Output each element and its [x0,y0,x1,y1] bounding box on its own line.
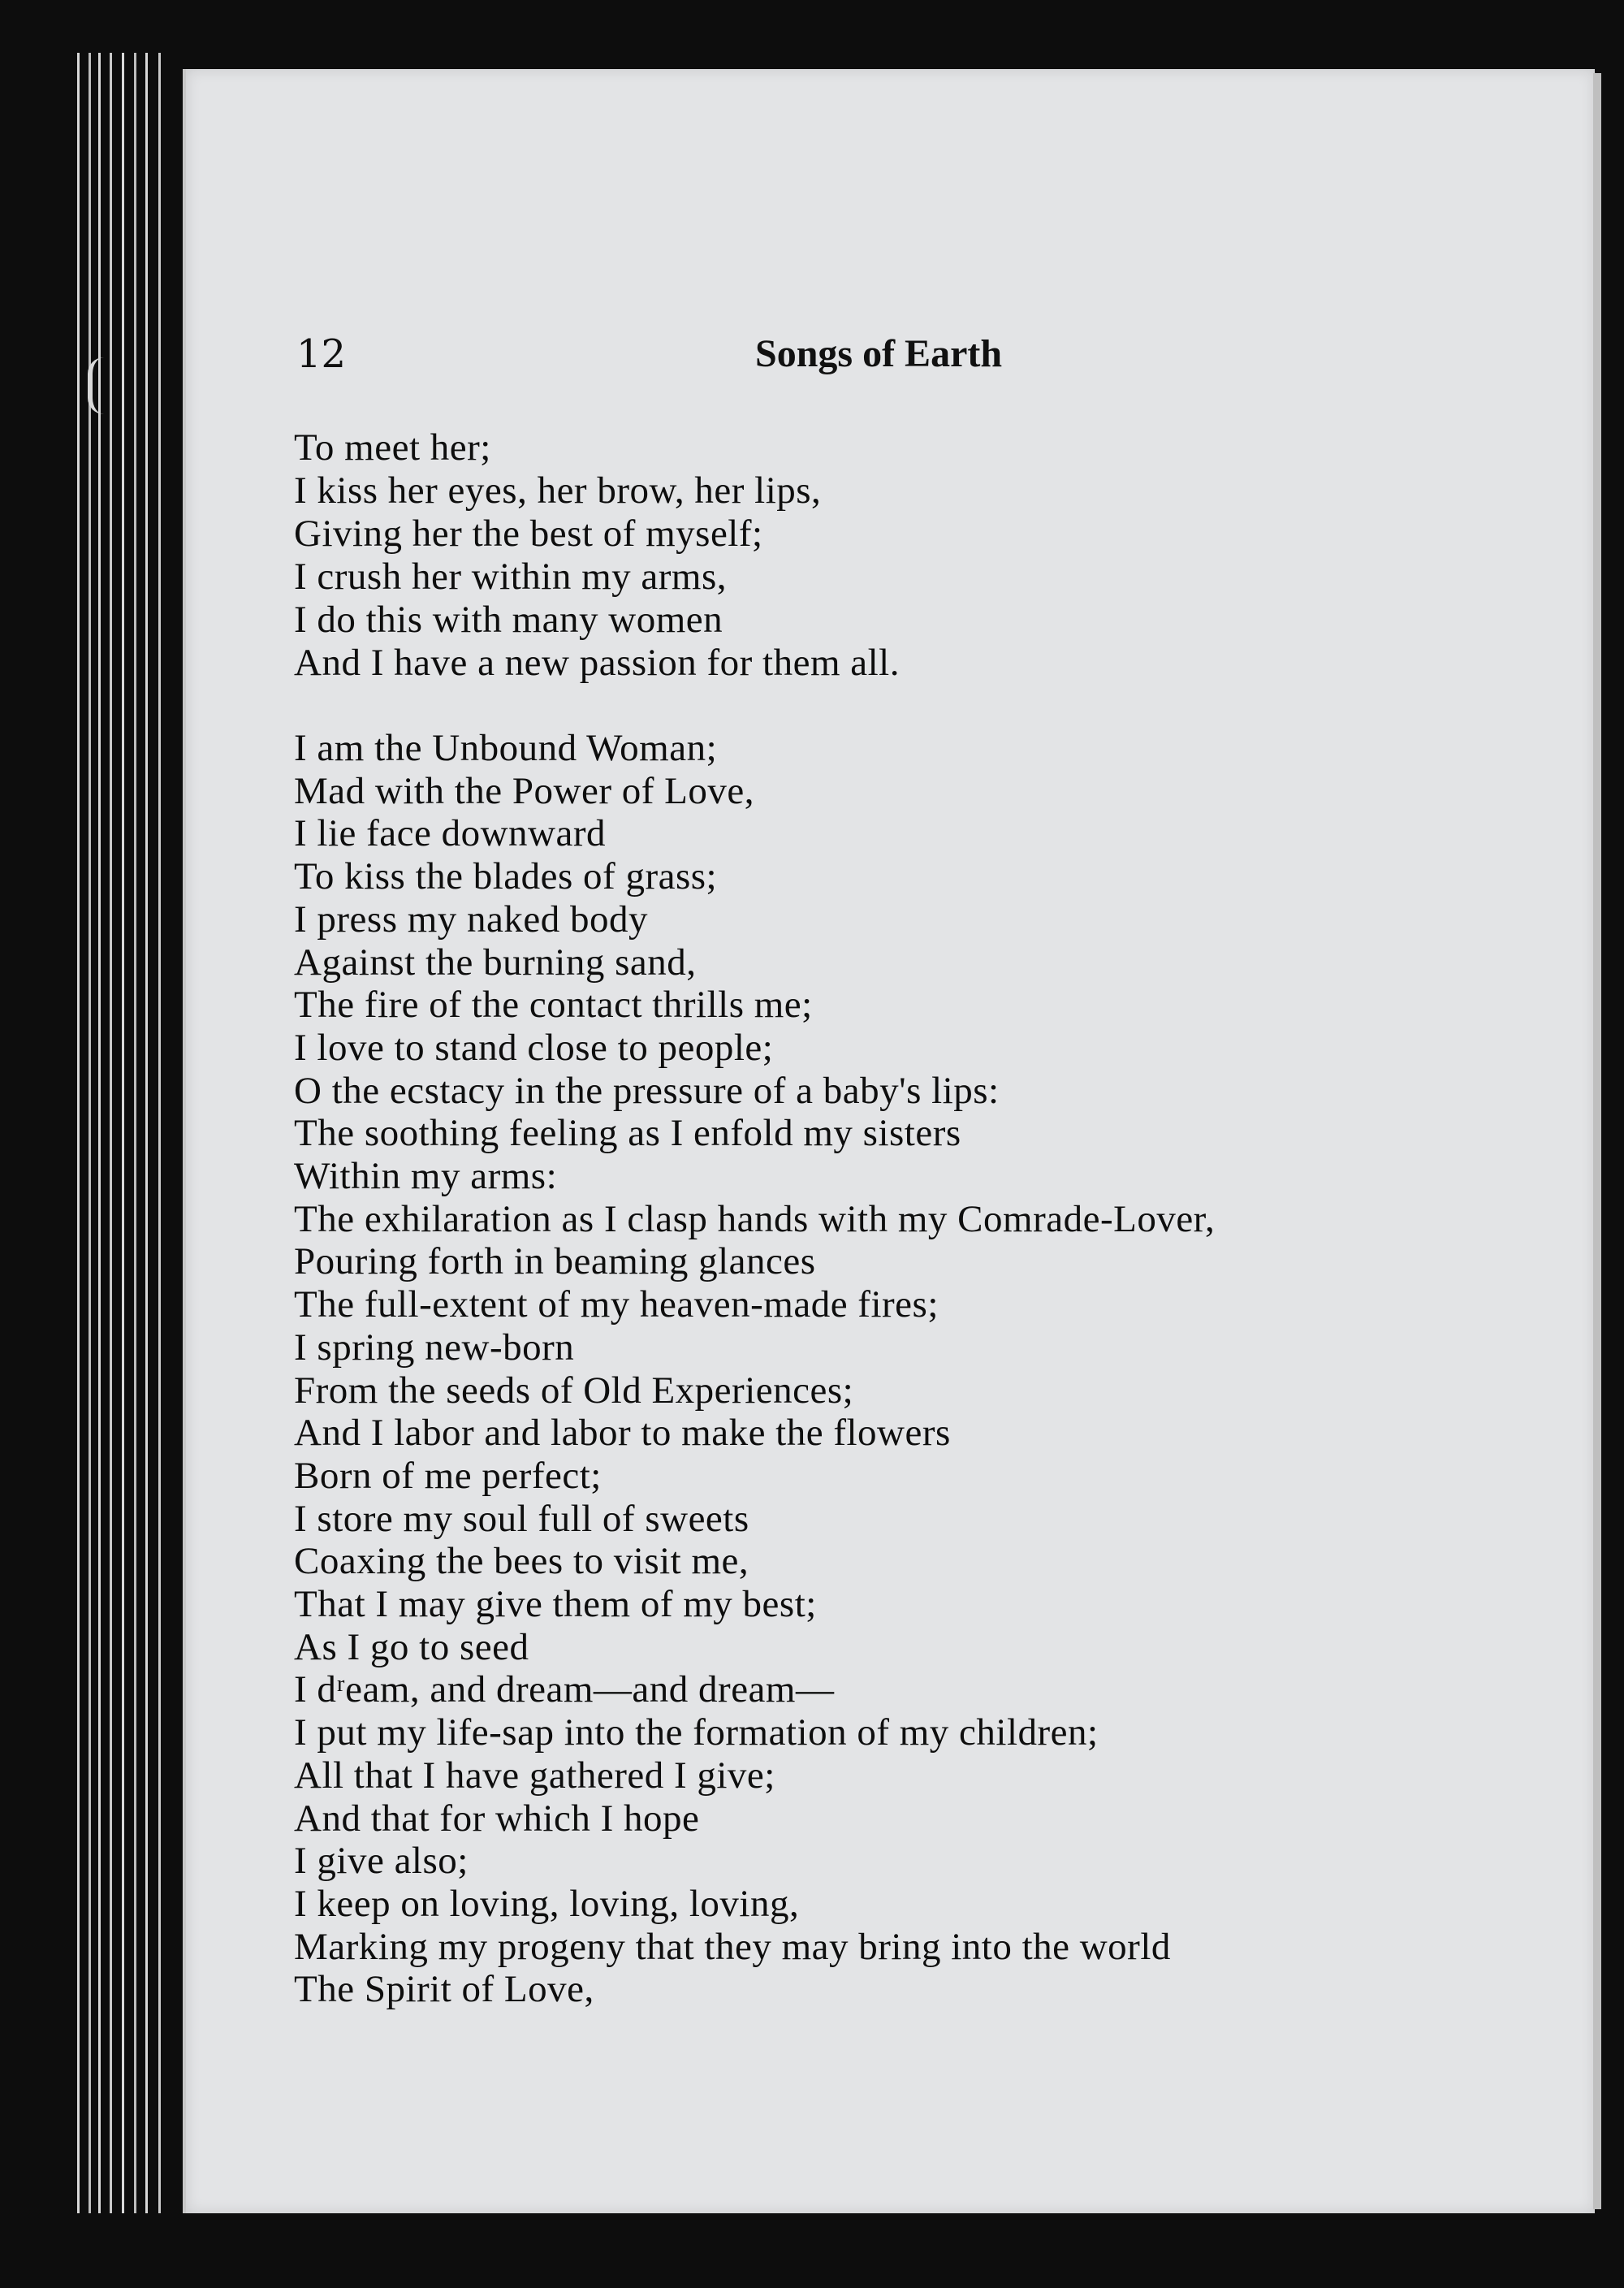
page-header [296,331,1108,380]
poem-line: O the ecstacy in the pressure of a baby's lips: [294,1069,1000,1112]
poem-line: From the seeds of Old Experiences; [294,1369,854,1412]
poem-line: Marking my progeny that they may bring into the world [294,1925,1171,1968]
poem-line: Giving her the best of myself; [294,513,763,555]
poem-line: All that I have gathered I give; [294,1754,775,1797]
stanza-2 [294,727,1528,2011]
poem-line: That I may give them of my best; [294,1583,817,1626]
poem-line: And I have a new passion for them all. [294,642,900,684]
poem-line: To kiss the blades of grass; [294,855,718,898]
poem-line: Within my arms: [294,1155,558,1198]
poem-line: I press my naked body [294,897,649,941]
binding-mark [88,357,125,414]
poem-line: And I labor and labor to make the flowers [294,1412,951,1455]
poem-line: The fire of the contact thrills me; [294,984,813,1027]
stanza-1 [294,426,1528,685]
poem-text [294,426,1528,2011]
poem-line: The Spirit of Love, [294,1968,594,2011]
poem-line: And that for which I hope [294,1797,700,1840]
poem-line: Against the burning sand, [294,941,697,984]
page-right-edge [1593,73,1601,2209]
poem-line: I am the Unbound Woman; [294,727,718,769]
poem-line: As I go to seed [294,1625,529,1668]
poem-line: To meet her; [294,426,491,469]
poem-line: I love to stand close to people; [294,1026,774,1069]
poem-line: I kiss her eyes, her brow, her lips, [294,469,822,512]
poem-line: I crush her within my arms, [294,556,728,598]
poem-line: Coaxing the bees to visit me, [294,1540,749,1583]
running-title: Songs of Earth [755,332,1003,375]
page-number: 12 [296,331,347,377]
poem-line: I give also; [294,1840,469,1883]
poem-line: I dʳeam, and dream—and dream— [294,1668,835,1711]
poem-line: I lie face downward [294,812,607,855]
poem-line: I do this with many women [294,599,723,641]
poem-line: The exhilaration as I clasp hands with my Comrade-Lover, [294,1197,1216,1240]
poem-line: The full-extent of my heaven-made fires; [294,1283,939,1326]
poem-line: The soothing feeling as I enfold my sisters [294,1112,961,1155]
poem-line: I put my life-sap into the formation of my children; [294,1711,1099,1754]
poem-line: Mad with the Power of Love, [294,769,754,812]
poem-line: Pouring forth in beaming glances [294,1240,816,1283]
poem-line: I spring new-born [294,1326,575,1369]
poem-line: Born of me perfect; [294,1454,602,1497]
poem-line: I store my soul full of sweets [294,1497,749,1540]
poem-line: I keep on loving, loving, loving, [294,1882,800,1925]
